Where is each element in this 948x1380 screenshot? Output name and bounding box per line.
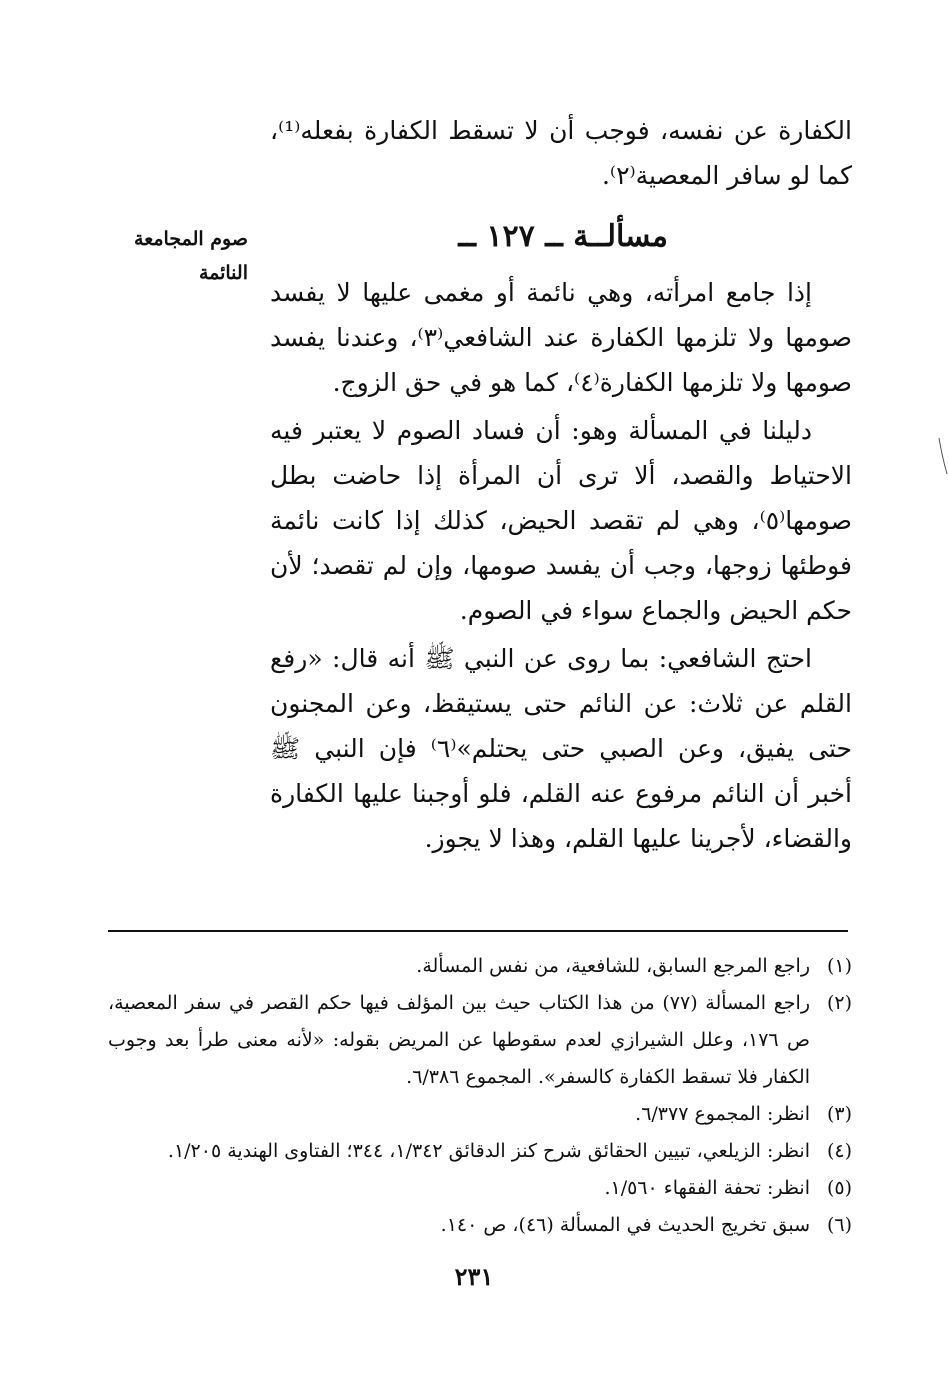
footnote-item	[108, 948, 852, 985]
footnote-number: (٦)	[826, 1214, 852, 1236]
margin-note: صوم المجامعة النائمة	[134, 228, 248, 284]
footnote-text: راجع المسألة (٧٧) من هذا الكتاب حيث بين المؤلف فيها حكم القصر في سفر المعصية، ص ١٧٦، وعلل الشيرازي لعدم سقوطها عن المريض بقوله: «لأنه معنى طرأ بعد وجوب الكفار فلا تسقط الكفارة كالسفر». المجموع ٦/٣٨٦.	[108, 992, 811, 1088]
paragraph-3: احتج الشافعي: بما روى عن النبي ﷺ أنه قال: «رفع القلم عن ثلاث: عن النائم حتى يستيقظ، وعن المجنون حتى يفيق، وعن الصبي حتى يحتلم»⁽٦⁾ فإن النبي ﷺ أخبر أن النائم مرفوع عنه القلم، فلو أوجبنا عليها الكفارة والقضاء، لأجرينا عليها القلم، وهذا لا يجوز.	[270, 644, 852, 853]
footnote-item	[108, 1207, 852, 1244]
footnote-text: انظر: تحفة الفقهاء ١/٥٦٠.	[604, 1177, 810, 1199]
footnote-text: سبق تخريج الحديث في المسألة (٤٦)، ص ١٤٠.	[440, 1214, 810, 1236]
footnote-number: (٤)	[826, 1140, 852, 1162]
issue-heading: مسألــة ــ ١٢٧ ــ	[458, 219, 668, 254]
footnote-item	[108, 1170, 852, 1207]
page-number: ٢٣١	[454, 1262, 494, 1291]
footnote-divider	[108, 930, 848, 932]
paragraph-1: إذا جامع امرأته، وهي نائمة أو مغمى عليها لا يفسد صومها ولا تلزمها الكفارة عند الشافعي⁽٣⁾، وعندنا يفسد صومها ولا تلزمها الكفارة⁽٤⁾، كما هو في حق الزوج.	[270, 278, 852, 397]
continuation-text: الكفارة عن نفسه، فوجب أن لا تسقط الكفارة بفعله⁽¹⁾، كما لو سافر المعصية⁽٢⁾.	[270, 116, 852, 190]
footnote-item	[108, 985, 852, 1096]
footnote-item	[108, 1133, 852, 1170]
footnote-number: (١)	[826, 955, 852, 977]
footnote-text: انظر: الزيلعي، تبيين الحقائق شرح كنز الدقائق ١/٣٤٢، ٣٤٤؛ الفتاوى الهندية ١/٢٠٥.	[167, 1140, 810, 1162]
scan-edge-mark	[938, 436, 948, 476]
footnote-text: راجع المرجع السابق، للشافعية، من نفس المسألة.	[416, 955, 810, 977]
footnote-number: (٥)	[826, 1177, 852, 1199]
footnote-number: (٢)	[826, 992, 852, 1014]
footnote-item	[108, 1096, 852, 1133]
footnotes	[108, 948, 852, 1244]
paragraph-2: دليلنا في المسألة وهو: أن فساد الصوم لا يعتبر فيه الاحتياط والقصد، ألا ترى أن المرأة إذا حاضت بطل صومها⁽٥⁾، وهي لم تقصد الحيض، كذلك إذا كانت نائمة فوطئها زوجها، وجب أن يفسد صومها، وإن لم تقصد؛ لأن حكم الحيض والجماع سواء في الصوم.	[270, 416, 852, 625]
footnote-number: (٣)	[826, 1103, 852, 1125]
footnote-text: انظر: المجموع ٦/٣٧٧.	[635, 1103, 810, 1125]
